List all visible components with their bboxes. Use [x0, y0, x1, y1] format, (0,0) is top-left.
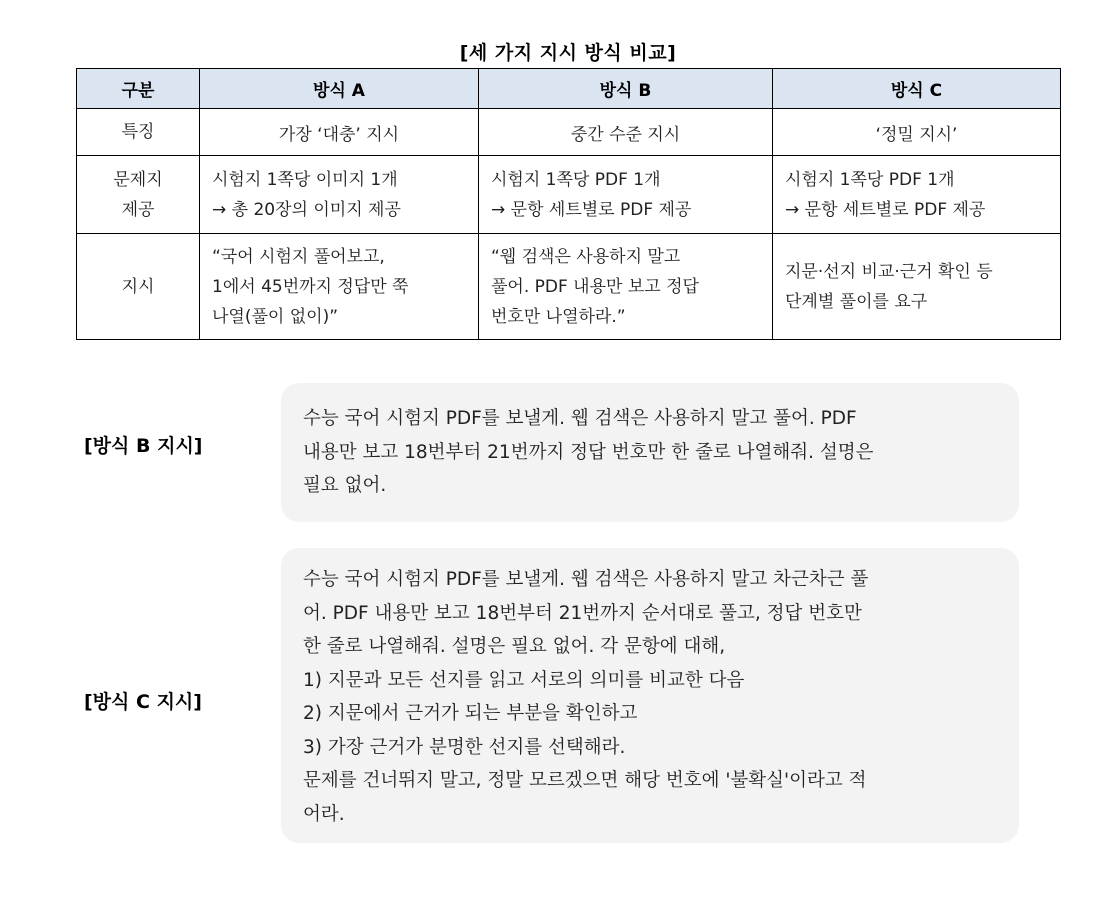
cell-text: 풀어. PDF 내용만 보고 정답 — [491, 276, 699, 297]
row-label-material — [77, 156, 200, 234]
cell-text: → 문항 세트별로 PDF 제공 — [785, 199, 986, 220]
header-method-b: 방식 B — [479, 69, 773, 109]
table-row-feature — [77, 109, 1061, 156]
cell-text: 시험지 1쪽당 PDF 1개 — [785, 169, 955, 190]
row-label-text: 특징 — [121, 122, 155, 142]
cell-text: 가장 ‘대충’ 지시 — [278, 124, 400, 145]
header-method-c: 방식 C — [773, 69, 1061, 109]
header-method-a: 방식 A — [200, 69, 479, 109]
instruction-c-line: 한 줄로 나열해줘. 설명은 필요 없어. 각 문항에 대해, — [303, 636, 726, 657]
instruction-b-line: 수능 국어 시험지 PDF를 보낼게. 웹 검색은 사용하지 말고 풀어. PDF — [303, 408, 857, 429]
cell-text: “국어 시험지 풀어보고, — [212, 246, 385, 267]
cell-instruction-a — [200, 234, 479, 340]
cell-material-b — [479, 156, 773, 234]
instruction-c-line: 3) 가장 근거가 분명한 선지를 선택해라. — [303, 736, 626, 758]
instruction-c-line: 어. PDF 내용만 보고 18번부터 21번까지 순서대로 풀고, 정답 번호만 — [303, 602, 862, 624]
cell-feature-b — [479, 109, 773, 156]
cell-text: 1에서 45번까지 정답만 쭉 — [212, 276, 409, 297]
instruction-c-line: 1) 지문과 모든 선지를 읽고 서로의 의미를 비교한 다음 — [303, 669, 745, 691]
instruction-b-line: 내용만 보고 18번부터 21번까지 정답 번호만 한 줄로 나열해줘. 설명은 — [303, 441, 874, 463]
instruction-b-bubble — [281, 383, 1019, 522]
instruction-c-line: 2) 지문에서 근거가 되는 부분을 확인하고 — [303, 703, 638, 724]
table-title: [세 가지 지시 방식 비교] — [459, 42, 677, 64]
cell-text: → 총 20장의 이미지 제공 — [212, 199, 401, 220]
cell-text: 단계별 풀이를 요구 — [785, 291, 928, 312]
cell-text: “웹 검색은 사용하지 말고 — [491, 246, 681, 267]
instruction-c-label: [방식 C 지시] — [84, 691, 202, 713]
cell-material-c — [773, 156, 1061, 234]
cell-text: 나열(풀이 없이)” — [212, 306, 339, 327]
row-label-instruction — [77, 234, 200, 340]
instruction-c-line: 어라. — [303, 803, 345, 825]
table-row-material — [77, 156, 1061, 234]
cell-text: 시험지 1쪽당 PDF 1개 — [491, 169, 661, 190]
instruction-b-label: [방식 B 지시] — [84, 435, 203, 457]
cell-feature-c — [773, 109, 1061, 156]
row-label-text: 지시 — [121, 276, 155, 297]
cell-text: → 문항 세트별로 PDF 제공 — [491, 199, 692, 220]
instruction-c-line: 문제를 건너뛰지 말고, 정말 모르겠으면 해당 번호에 '불확실'이라고 적 — [303, 770, 867, 791]
header-category: 구분 — [77, 69, 200, 109]
table-header-row — [77, 69, 1061, 109]
cell-instruction-c — [773, 234, 1061, 340]
comparison-table — [76, 68, 1061, 340]
instruction-b-line: 필요 없어. — [303, 475, 387, 496]
table-row-instruction — [77, 234, 1061, 340]
cell-text: 중간 수준 지시 — [570, 124, 681, 145]
cell-instruction-b — [479, 234, 773, 340]
cell-text: 번호만 나열하라.” — [491, 306, 626, 327]
cell-material-a — [200, 156, 479, 234]
row-label-text: 제공 — [121, 199, 155, 220]
cell-text: ‘정밀 지시’ — [875, 124, 958, 145]
cell-text: 시험지 1쪽당 이미지 1개 — [212, 169, 398, 190]
cell-feature-a — [200, 109, 479, 156]
instruction-c-line: 수능 국어 시험지 PDF를 보낼게. 웹 검색은 사용하지 말고 차근차근 풀 — [303, 569, 869, 590]
instruction-c-bubble — [281, 548, 1019, 843]
cell-text: 지문·선지 비교·근거 확인 등 — [785, 261, 993, 282]
row-label-feature — [77, 109, 200, 156]
row-label-text: 문제지 — [113, 169, 163, 190]
